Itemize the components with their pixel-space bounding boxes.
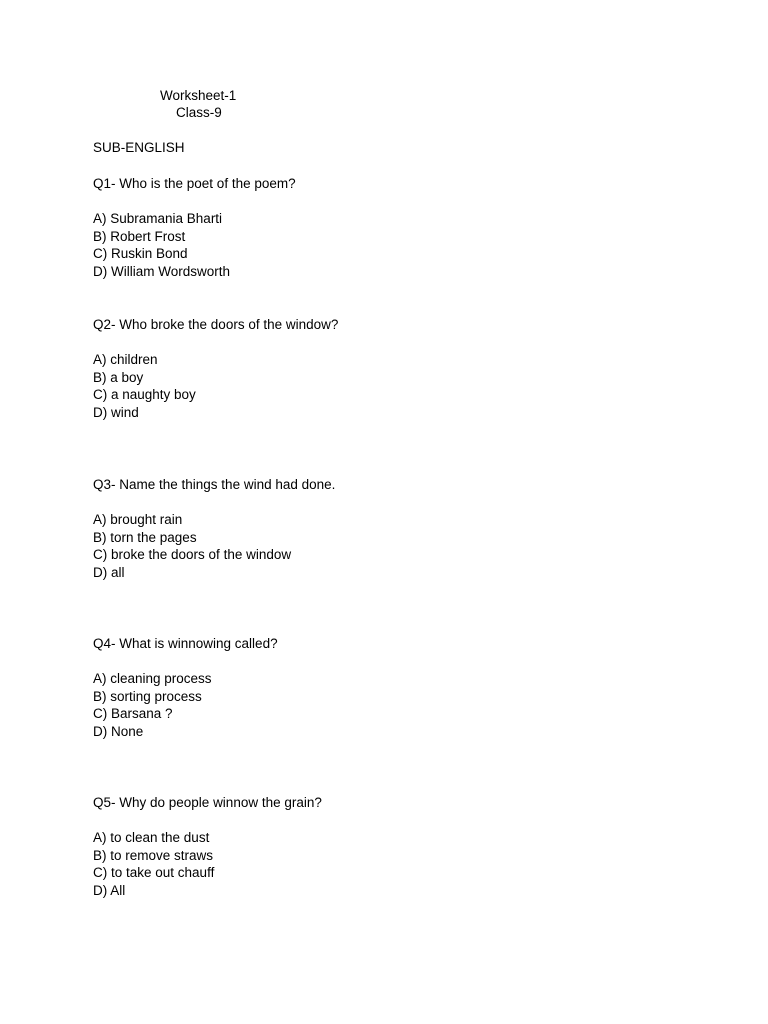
option-d: D) William Wordsworth: [93, 263, 231, 279]
option-a: A) brought rain: [93, 512, 183, 528]
option-d: D) All: [93, 882, 126, 898]
option-list: [93, 351, 338, 421]
option-a: A) cleaning process: [93, 671, 212, 687]
option-a: A) Subramania Bharti: [93, 211, 223, 227]
option-list: [93, 670, 278, 740]
question-4: [93, 635, 278, 741]
question-text: Q5- Why do people winnow the grain?: [93, 795, 322, 810]
option-list: [93, 511, 335, 581]
question-text: Q1- Who is the poet of the poem?: [93, 176, 296, 191]
question-5: [93, 794, 322, 900]
question-text: Q3- Name the things the wind had done.: [93, 477, 336, 492]
option-c: C) to take out chauff: [93, 865, 215, 881]
option-b: B) a boy: [93, 369, 144, 385]
question-1: [93, 175, 296, 281]
option-d: D) wind: [93, 404, 139, 420]
option-b: B) sorting process: [93, 688, 202, 704]
option-a: A) to clean the dust: [93, 830, 210, 846]
option-list: [93, 829, 322, 899]
question-2: [93, 316, 338, 422]
question-3: [93, 476, 335, 582]
class-label: Class-9: [176, 105, 222, 120]
option-d: D) all: [93, 564, 125, 580]
option-list: [93, 210, 296, 280]
question-text: Q2- Who broke the doors of the window?: [93, 317, 339, 332]
option-b: B) torn the pages: [93, 529, 197, 545]
subject-label: SUB-ENGLISH: [93, 140, 185, 155]
option-c: C) broke the doors of the window: [93, 547, 292, 563]
option-b: B) to remove straws: [93, 847, 214, 863]
option-a: A) children: [93, 352, 158, 368]
option-d: D) None: [93, 723, 144, 739]
option-c: C) Barsana ?: [93, 706, 173, 722]
option-b: B) Robert Frost: [93, 228, 186, 244]
option-c: C) Ruskin Bond: [93, 246, 188, 262]
worksheet-title: Worksheet-1: [160, 88, 237, 103]
question-text: Q4- What is winnowing called?: [93, 636, 278, 651]
option-c: C) a naughty boy: [93, 387, 196, 403]
